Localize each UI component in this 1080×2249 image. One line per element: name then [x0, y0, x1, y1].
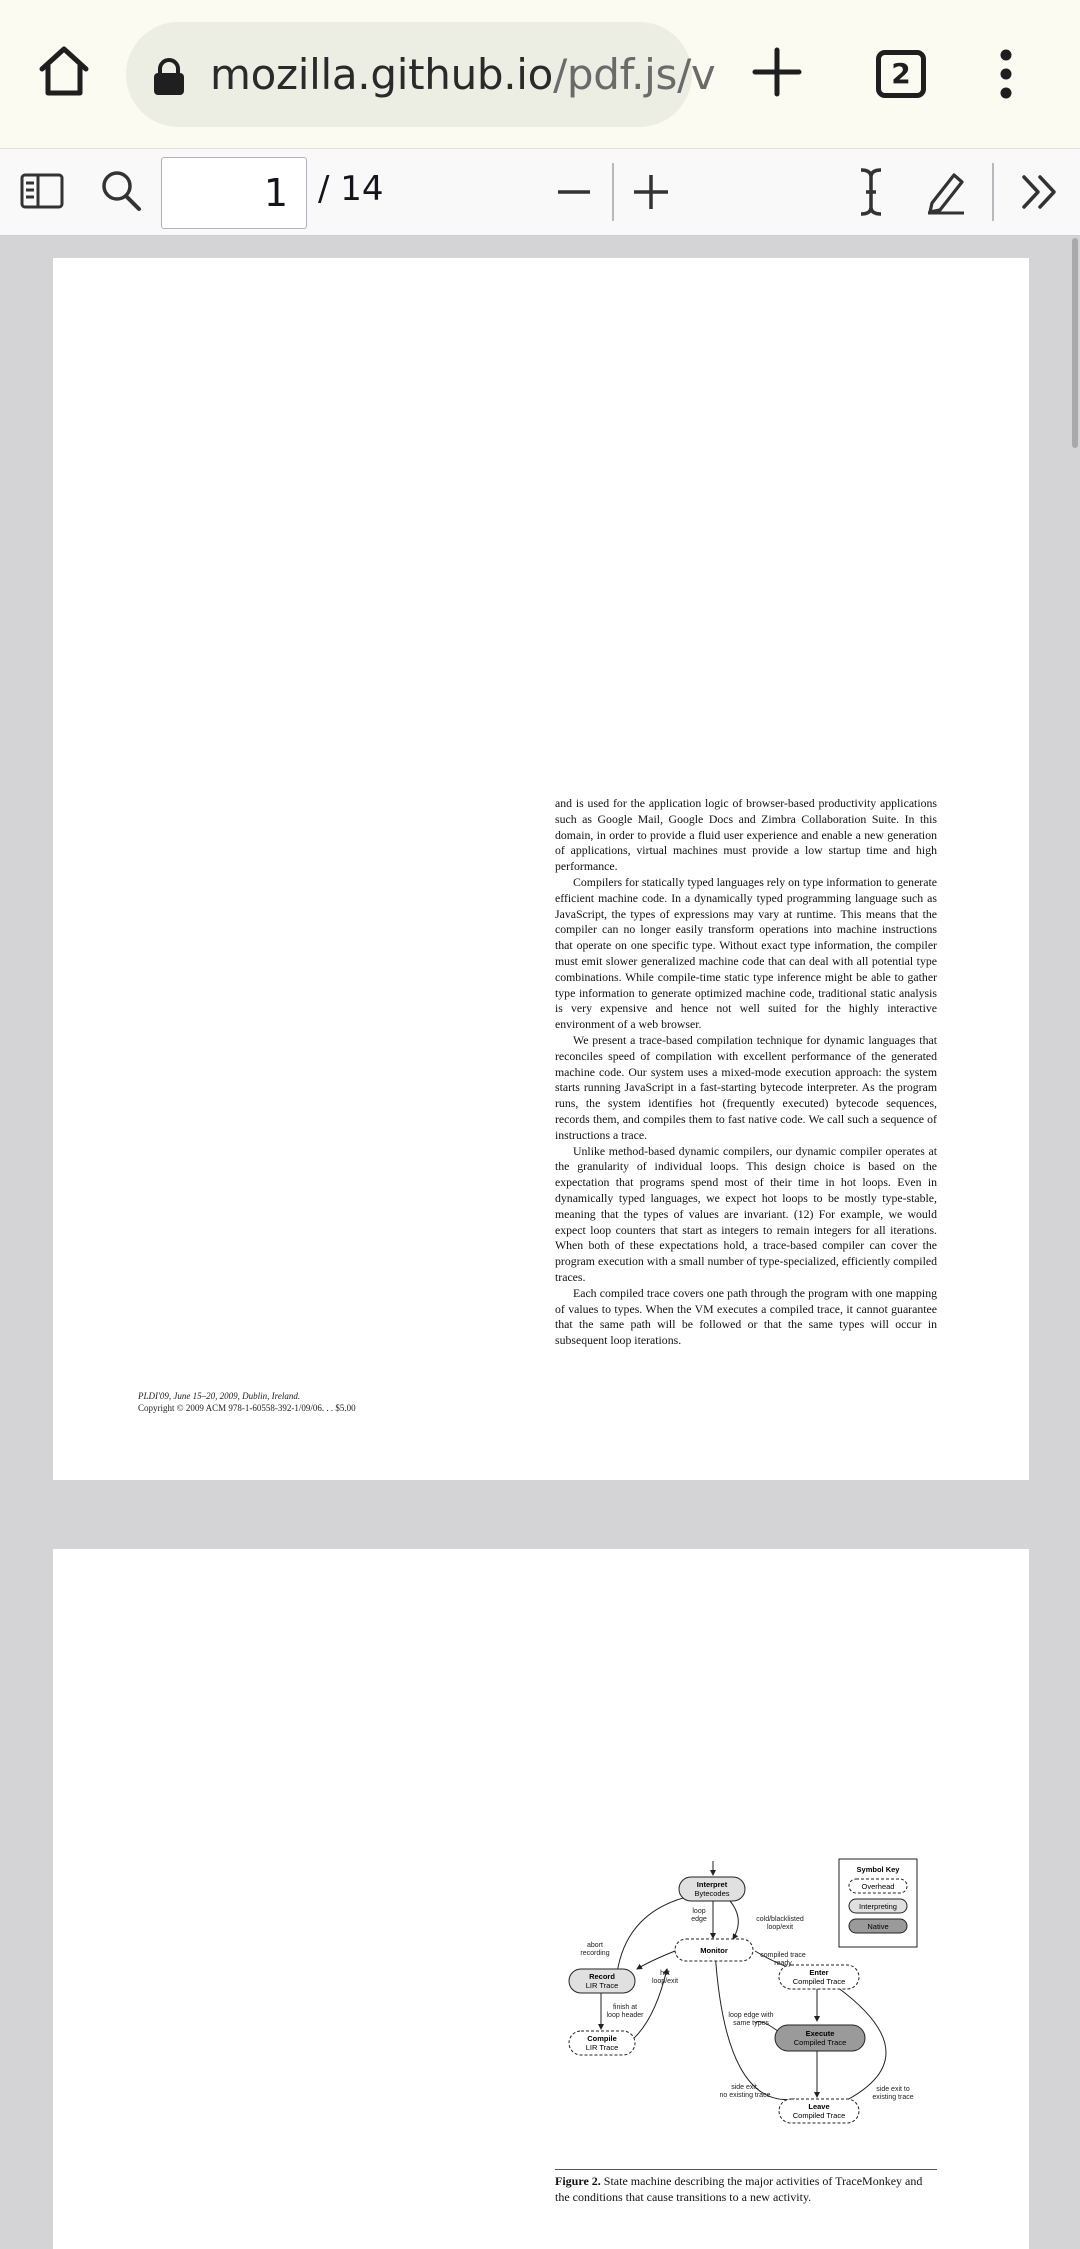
svg-text:same types: same types	[733, 2020, 769, 2027]
zoom-out-icon[interactable]	[556, 187, 592, 197]
page-count: / 14	[318, 169, 384, 209]
record-node	[569, 1969, 635, 1993]
leave-node	[779, 2099, 859, 2123]
text-select-icon[interactable]	[858, 167, 884, 217]
svg-text:loop header: loop header	[606, 2012, 644, 2019]
home-icon[interactable]	[38, 45, 90, 97]
paragraph: Each compiled trace covers one path through the program with one mapping of values to types. When the VM executes a compiled trace, it cannot guarantee that the same path will be followed or that the same types will occur in subsequent loop iterations.	[555, 1285, 937, 1348]
address-bar[interactable]	[126, 22, 716, 127]
svg-text:compiled trace: compiled trace	[760, 1952, 806, 1959]
svg-text:Compiled Trace: Compiled Trace	[792, 1977, 846, 1986]
scrollbar[interactable]	[1070, 236, 1080, 2200]
separator	[992, 163, 994, 221]
execute-node	[775, 2025, 865, 2051]
separator	[612, 163, 614, 221]
interpret-node	[679, 1877, 745, 1901]
svg-text:Compiled Trace: Compiled Trace	[793, 2038, 847, 2047]
svg-text:no existing trace: no existing trace	[719, 2092, 771, 2099]
svg-text:hot: hot	[660, 1970, 670, 1977]
svg-text:Bytecodes: Bytecodes	[694, 1889, 730, 1898]
svg-text:existing trace: existing trace	[872, 2094, 914, 2101]
symbol-key	[839, 1859, 917, 1947]
copyright-line: Copyright © 2009 ACM 978-1-60558-392-1/09/06. . . $5.00	[138, 1403, 356, 1413]
svg-text:ready: ready	[774, 1960, 792, 1967]
conference-line: PLDI'09, June 15–20, 2009, Dublin, Ireland.	[138, 1391, 301, 1401]
zoom-in-icon[interactable]	[632, 173, 670, 211]
paragraph: Unlike method-based dynamic compilers, our dynamic compiler operates at the granularity of individual loops. This design choice is based on the expectation that programs spend most of their time in hot loops. Even in dynamically typed languages, we expect hot loops to be mostly type-stable, meaning that the types of values are invariant. (12) For example, we would expect loop counters that start as integers to remain integers for all iterations. When both of these expectations hold, a trace-based compiler can cover the program execution with a small number of type-specialized, efficiently compiled traces.	[555, 1143, 937, 1284]
caption-text: State machine describing the major activities of TraceMonkey and the conditions that cause transitions to a new activity.	[555, 2174, 923, 2204]
lock-icon	[152, 58, 186, 96]
svg-text:Symbol Key: Symbol Key	[856, 1865, 900, 1874]
tab-switcher-button[interactable]: 2	[876, 50, 926, 98]
sidebar-toggle-icon[interactable]	[20, 171, 64, 211]
svg-text:abort: abort	[587, 1942, 603, 1949]
browser-toolbar	[0, 0, 1080, 148]
svg-text:finish at: finish at	[612, 2004, 638, 2011]
pdf-page-1	[53, 258, 1029, 1480]
copyright-footnote	[138, 1390, 356, 1414]
figure-caption	[555, 2169, 937, 2205]
scrollbar-thumb[interactable]	[1072, 238, 1078, 448]
svg-text:loop/exit: loop/exit	[766, 1924, 794, 1931]
state-machine-figure	[555, 1859, 937, 2139]
svg-text:loop edge with: loop edge with	[728, 2012, 774, 2019]
page-number-input[interactable]: 1	[161, 157, 307, 229]
svg-text:Enter: Enter	[809, 1968, 829, 1977]
svg-text:loop: loop	[692, 1908, 706, 1915]
svg-text:Execute: Execute	[805, 2029, 835, 2038]
monitor-node	[675, 1939, 753, 1961]
compile-node	[569, 2031, 635, 2055]
search-icon[interactable]	[100, 169, 142, 213]
paragraph: and is used for the application logic of browser-based productivity applications such as Google Mail, Google Docs and Zimbra Collaboration Suite. In this domain, in order to provide a fluid user experience and enable a new generation of applications, virtual machines must provide a low startup time and high performance.	[555, 796, 937, 874]
svg-text:loop/exit: loop/exit	[651, 1978, 679, 1985]
pdf-viewer[interactable]	[0, 236, 1080, 2204]
svg-text:Compiled Trace: Compiled Trace	[792, 2111, 846, 2120]
svg-text:cold/blacklisted: cold/blacklisted	[756, 1916, 804, 1923]
svg-text:Monitor: Monitor	[700, 1946, 728, 1955]
more-menu-icon[interactable]	[990, 48, 1022, 100]
svg-text:Native: Native	[867, 1922, 889, 1931]
new-tab-icon[interactable]	[750, 45, 804, 99]
caption-label: Figure 2.	[555, 2174, 601, 2188]
page-text-column	[555, 796, 937, 1349]
svg-text:recording: recording	[580, 1950, 610, 1957]
paragraph: Compilers for statically typed languages rely on type information to generate efficient machine code. In a dynamically typed programming language such as JavaScript, the types of expressions may vary at runtime. This means that the compiler can no longer easily transform operations into machine instructions that operate on one specific type. Without exact type information, the compiler must emit slower generalized machine code that can deal with all potential type combinations. While compile-time static type inference might be able to gather type information to generate optimized machine code, traditional static analysis is very expensive and hence not well suited for the highly interactive environment of a web browser.	[555, 874, 937, 1032]
svg-text:Leave: Leave	[808, 2102, 830, 2111]
svg-text:LIR Trace: LIR Trace	[585, 1981, 619, 1990]
paragraph: We present a trace-based compilation technique for dynamic languages that reconciles speed of compilation with excellent performance of the generated machine code. Our system uses a mixed-mode execution approach: the system starts running JavaScript in a fast-starting bytecode interpreter. As the program runs, the system identifies hot (frequently executed) bytecode sequences, records them, and compiles them to fast native code. We call such a sequence of instructions a trace.	[555, 1032, 937, 1142]
svg-text:side exit to: side exit to	[876, 2086, 910, 2093]
svg-text:Record: Record	[589, 1972, 615, 1981]
svg-text:Interpret: Interpret	[696, 1880, 728, 1889]
pdf-toolbar	[0, 148, 1080, 236]
draw-pen-icon[interactable]	[924, 167, 968, 215]
pdf-page-2	[53, 1549, 1029, 2249]
svg-text:edge: edge	[691, 1916, 707, 1923]
svg-text:Overhead: Overhead	[861, 1882, 895, 1891]
svg-text:Compile: Compile	[587, 2034, 617, 2043]
chevron-double-right-icon[interactable]	[1020, 173, 1060, 211]
svg-text:LIR Trace: LIR Trace	[585, 2043, 619, 2052]
enter-node	[779, 1965, 859, 1989]
svg-text:Interpreting: Interpreting	[859, 1902, 897, 1911]
url-text: mozilla.github.io/pdf.js/v	[210, 50, 716, 99]
svg-text:side exit,: side exit,	[731, 2084, 759, 2091]
